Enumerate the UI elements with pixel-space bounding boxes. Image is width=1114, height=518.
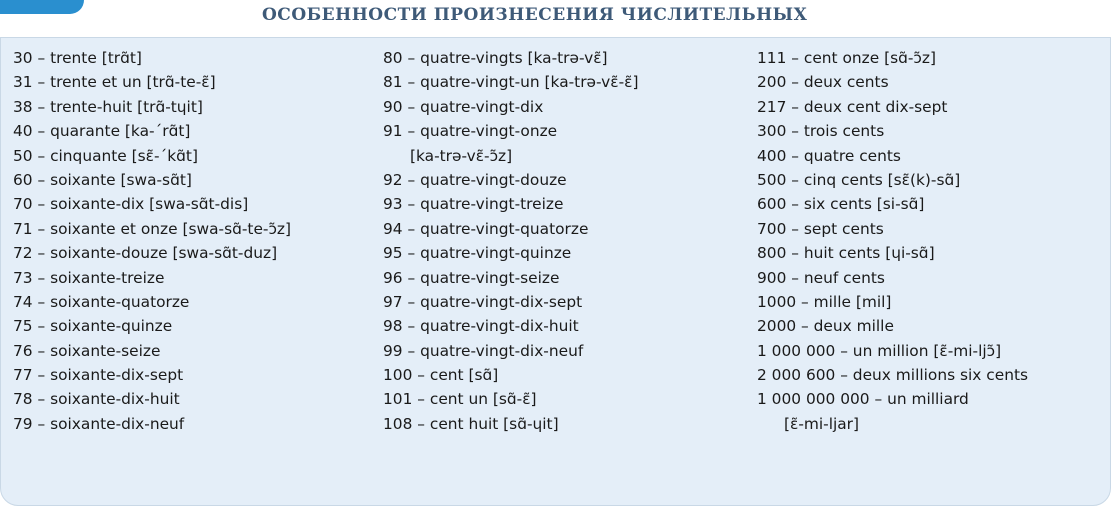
list-item: 99 – quatre-vingt-dix-neuf [383,341,584,360]
list-item: 108 – cent huit [sɑ̃-ɥit] [383,414,559,433]
column-2 [383,46,638,436]
list-item: 92 – quatre-vingt-douze [383,170,567,189]
list-item: 50 – cinquante [sɛ̃-ˊkɑ̃t] [13,146,198,165]
list-item-transcription: [ɛ̃-mi-ljar] [784,414,860,433]
list-item: 400 – quatre cents [757,146,901,165]
list-item: 91 – quatre-vingt-onze [383,122,558,141]
corner-tab-decoration [0,0,84,14]
page-title: ОСОБЕННОСТИ ПРОИЗНЕСЕНИЯ ЧИСЛИТЕЛЬНЫХ [262,5,808,25]
list-item: 2 000 600 – deux millions six cents [757,366,1029,385]
list-item: 70 – soixante-dix [swa-sɑ̃t-dis] [13,195,249,214]
list-item: 95 – quatre-vingt-quinze [383,244,572,263]
list-item: 300 – trois cents [757,122,885,141]
column-1 [13,46,291,436]
list-item: 500 – cinq cents [sɛ̃(k)-sɑ̃] [757,170,961,189]
list-item: 97 – quatre-vingt-dix-sept [383,292,583,311]
list-item: 93 – quatre-vingt-treize [383,195,564,214]
list-item: 1000 – mille [mil] [757,292,892,311]
list-item: 800 – huit cents [ɥi-sɑ̃] [757,244,935,263]
list-item: 111 – cent onze [sɑ̃-ɔ̃z] [757,49,936,67]
list-item: 60 – soixante [swa-sɑ̃t] [13,170,192,189]
list-item: 700 – sept cents [757,219,884,238]
list-item: 80 – quatre-vingts [ka-trə-vɛ̃] [383,49,608,67]
list-item: 1 000 000 000 – un milliard [757,390,969,409]
list-item: 75 – soixante-quinze [13,317,173,336]
list-item: 78 – soixante-dix-huit [13,390,180,409]
list-item: 81 – quatre-vingt-un [ka-trə-vɛ̃-ɛ̃] [383,73,639,92]
list-item: 1 000 000 – un million [ɛ̃-mi-ljɔ̃] [757,341,1002,360]
list-item: 217 – deux cent dix-sept [757,97,948,116]
list-item: 38 – trente-huit [trɑ̃-tɥit] [13,97,203,116]
list-item: 71 – soixante et onze [swa-sɑ̃-te-ɔ̃z] [13,219,292,238]
list-item: 2000 – deux mille [757,317,894,336]
list-item: 77 – soixante-dix-sept [13,366,184,385]
column-3 [757,46,1028,436]
list-item: 100 – cent [sɑ̃] [383,366,499,385]
list-item: 94 – quatre-vingt-quatorze [383,219,589,238]
list-item: 40 – quarante [ka-ˊrɑ̃t] [13,122,191,141]
list-item: 72 – soixante-douze [swa-sɑ̃t-duz] [13,244,278,263]
list-item: 900 – neuf cents [757,268,885,287]
list-item: 101 – cent un [sɑ̃-ɛ̃] [383,390,537,409]
list-item: 74 – soixante-quatorze [13,292,190,311]
list-item: 79 – soixante-dix-neuf [13,414,185,433]
list-item-transcription: [ka-trə-vɛ̃-ɔ̃z] [410,146,513,165]
list-item: 200 – deux cents [757,73,889,92]
list-item: 96 – quatre-vingt-seize [383,268,560,287]
list-item: 30 – trente [trɑ̃t] [13,49,142,67]
list-item: 600 – six cents [si-sɑ̃] [757,195,925,214]
list-item: 76 – soixante-seize [13,341,161,360]
list-item: 90 – quatre-vingt-dix [383,97,544,116]
list-item: 98 – quatre-vingt-dix-huit [383,317,579,336]
list-item: 31 – trente et un [trɑ̃-te-ɛ̃] [13,73,216,92]
list-item: 73 – soixante-treize [13,268,165,287]
